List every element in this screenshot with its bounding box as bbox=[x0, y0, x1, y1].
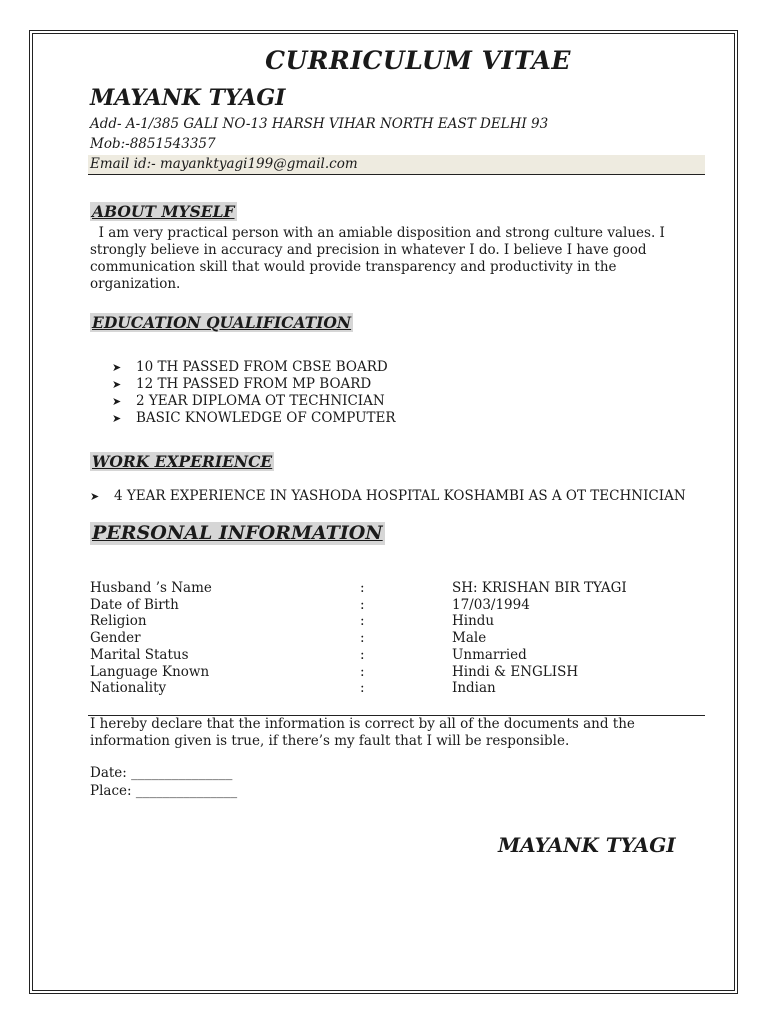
document-title: CURRICULUM VITAE bbox=[265, 46, 571, 75]
candidate-name: MAYANK TYAGI bbox=[90, 85, 286, 111]
place-field: Place: _______________ bbox=[90, 783, 238, 799]
about-heading: ABOUT MYSELF bbox=[92, 202, 235, 221]
arrow-bullet-icon: ➤ bbox=[112, 378, 122, 391]
signature-name: MAYANK TYAGI bbox=[498, 833, 676, 857]
about-text: I am very practical person with an amiable disposition and strong culture values. I strongly believe in accuracy and precision in whatever I do. I believe I have good communication skill that would provide transparency and productivity in the organization. bbox=[90, 225, 665, 292]
list-item: ➤ 2 YEAR DIPLOMA OT TECHNICIAN bbox=[112, 393, 385, 409]
mobile-line: Mob:-8851543357 bbox=[90, 136, 216, 152]
date-field: Date: _______________ bbox=[90, 765, 233, 781]
arrow-bullet-icon: ➤ bbox=[112, 395, 122, 408]
arrow-bullet-icon: ➤ bbox=[90, 490, 100, 503]
personal-heading: PERSONAL INFORMATION bbox=[92, 522, 383, 544]
about-paragraph bbox=[90, 225, 680, 293]
education-heading: EDUCATION QUALIFICATION bbox=[92, 313, 352, 332]
work-heading: WORK EXPERIENCE bbox=[92, 452, 273, 471]
work-item: ➤ 4 YEAR EXPERIENCE IN YASHODA HOSPITAL KOSHAMBI AS A OT TECHNICIAN bbox=[90, 488, 686, 504]
list-item: ➤ BASIC KNOWLEDGE OF COMPUTER bbox=[112, 410, 396, 426]
education-list bbox=[112, 359, 395, 427]
email-line: Email id:- mayanktyagi199@gmail.com bbox=[90, 156, 358, 172]
list-item: ➤ 10 TH PASSED FROM CBSE BOARD bbox=[112, 359, 388, 375]
arrow-bullet-icon: ➤ bbox=[112, 412, 122, 425]
arrow-bullet-icon: ➤ bbox=[112, 361, 122, 374]
list-item: ➤ 12 TH PASSED FROM MP BOARD bbox=[112, 376, 372, 392]
declaration-text: I hereby declare that the information is correct by all of the documents and the information given is true, if there’s my fault that I will be responsible. bbox=[90, 716, 635, 749]
address-line: Add- A-1/385 GALI NO-13 HARSH VIHAR NORTH EAST DELHI 93 bbox=[90, 116, 549, 132]
